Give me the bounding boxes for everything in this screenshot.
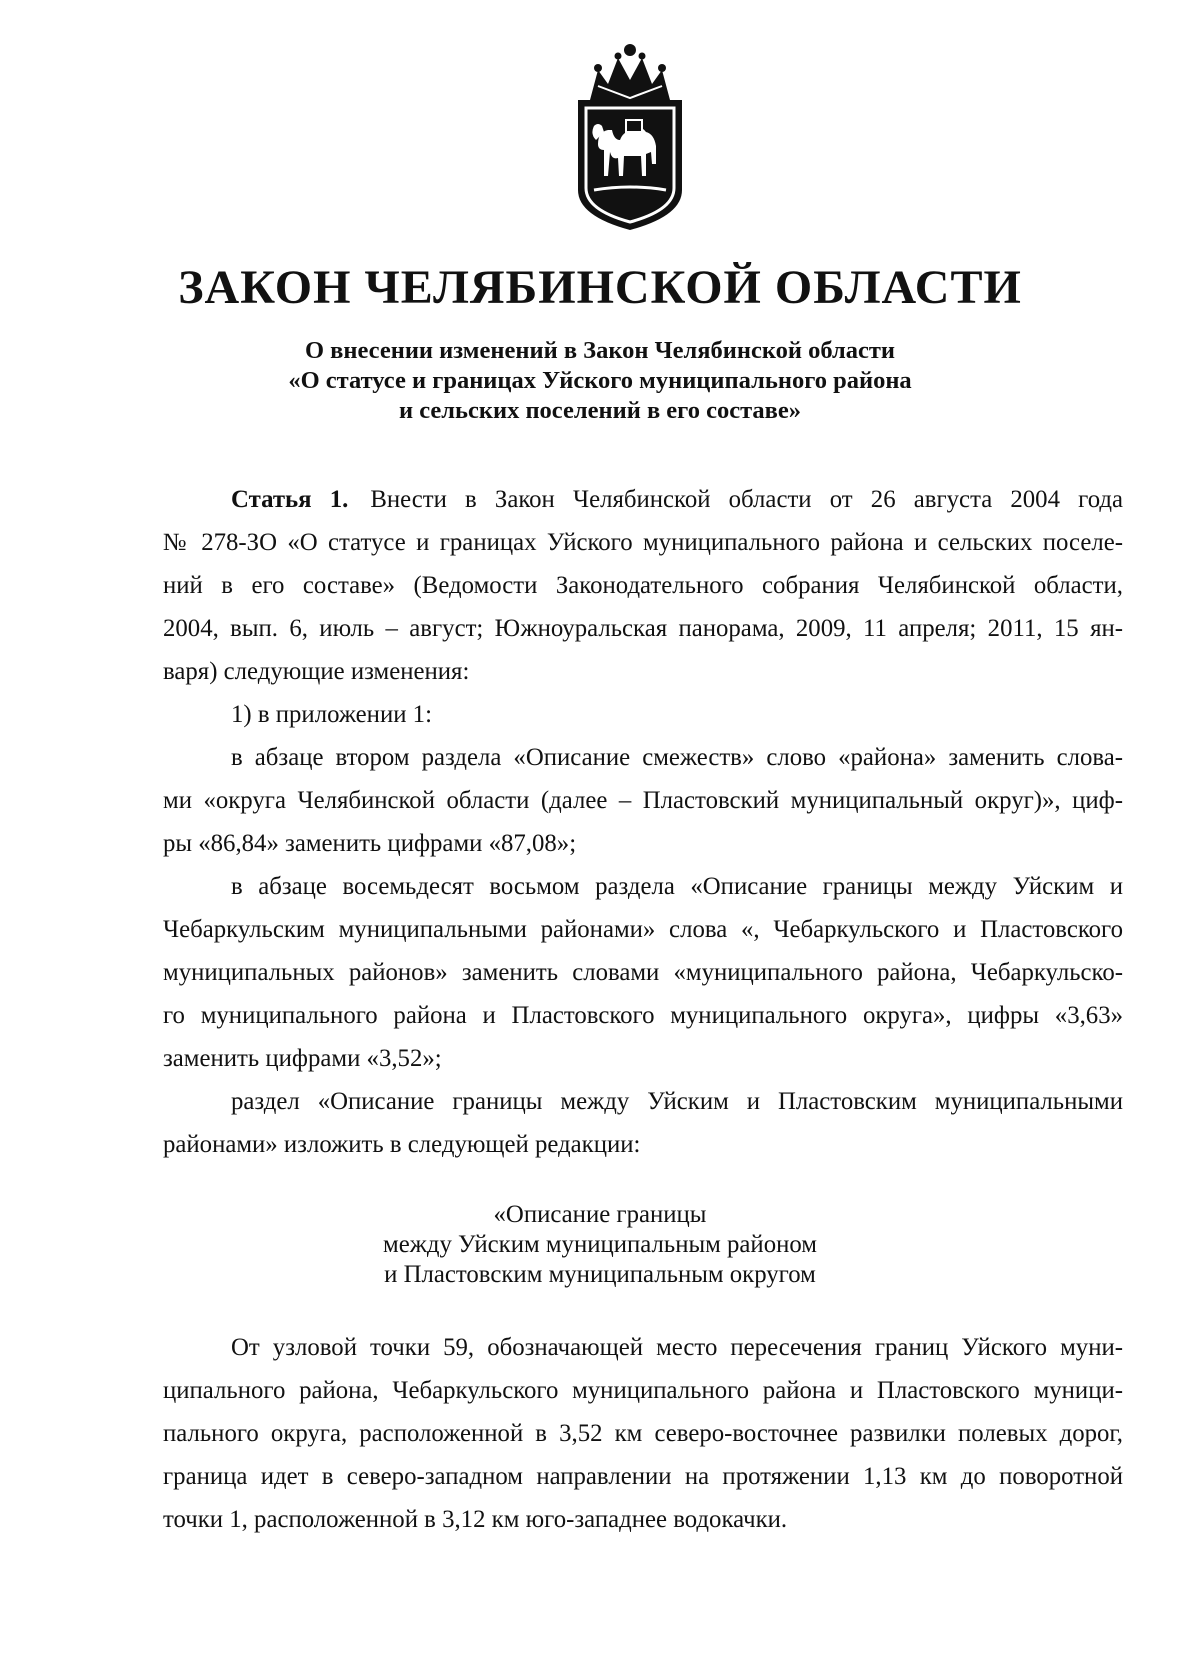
coat-of-arms-icon	[568, 40, 692, 236]
body-line: в абзаце восемьдесят восьмом раздела «Описание границы между Уйским и	[231, 873, 1123, 900]
body-line: 2004, вып. 6, июль – август; Южноуральская панорама, 2009, 11 апреля; 2011, 15 ян-	[163, 615, 1123, 642]
body-line: граница идет в северо-западном направлении на протяжении 1,13 км до поворотной	[163, 1463, 1123, 1490]
article-body	[163, 478, 1123, 1166]
heading-line: «Описание границы	[493, 1201, 707, 1228]
body-line: От узловой точки 59, обозначающей место пересечения границ Уйского муни-	[231, 1334, 1123, 1361]
body-line: Статья 1. Внести в Закон Челябинской области от 26 августа 2004 года	[231, 486, 1124, 513]
body-line: муниципальных районов» заменить словами «муниципального района, Чебаркульско-	[163, 959, 1123, 986]
body-line: раздел «Описание границы между Уйским и Пластовским муниципальными	[231, 1088, 1123, 1115]
body-line: точки 1, расположенной в 3,12 км юго-западнее водокачки.	[163, 1506, 788, 1533]
body-line: № 278-ЗО «О статусе и границах Уйского муниципального района и сельских поселе-	[163, 529, 1123, 556]
body-line: в абзаце втором раздела «Описание смежеств» слово «района» заменить слова-	[231, 744, 1123, 771]
body-line: ми «округа Челябинской области (далее – Пластовский муниципальный округ)», циф-	[163, 787, 1123, 814]
heading-line: между Уйским муниципальным районом	[383, 1231, 817, 1258]
boundary-description	[163, 1326, 1123, 1541]
subtitle-line: О внесении изменений в Закон Челябинской области	[304, 337, 896, 364]
body-line: ципального района, Чебаркульского муниципального района и Пластовского муници-	[163, 1377, 1123, 1404]
heading-line: и Пластовским муниципальным округом	[384, 1261, 816, 1288]
body-line: Чебаркульским муниципальными районами» слова «, Чебаркульского и Пластовского	[163, 916, 1123, 943]
law-title: ЗАКОН ЧЕЛЯБИНСКОЙ ОБЛАСТИ	[178, 261, 1022, 314]
body-line: 1) в приложении 1:	[231, 701, 432, 728]
body-line: заменить цифрами «3,52»;	[163, 1045, 442, 1072]
law-subtitle	[0, 336, 1200, 426]
body-line: варя) следующие изменения:	[163, 658, 470, 685]
body-line: пального округа, расположенной в 3,52 км северо-восточнее развилки полевых дорог,	[163, 1420, 1123, 1447]
section-heading	[0, 1200, 1200, 1290]
subtitle-line: «О статусе и границах Уйского муниципального района	[288, 367, 912, 394]
body-line: ний в его составе» (Ведомости Законодательного собрания Челябинской области,	[163, 572, 1123, 599]
body-line: го муниципального района и Пластовского муниципального округа», цифры «3,63»	[163, 1002, 1123, 1029]
body-line: ры «86,84» заменить цифрами «87,08»;	[163, 830, 577, 857]
body-line: районами» изложить в следующей редакции:	[163, 1131, 641, 1158]
subtitle-line: и сельских поселений в его составе»	[398, 397, 802, 424]
article-label: Статья 1.	[231, 486, 349, 513]
